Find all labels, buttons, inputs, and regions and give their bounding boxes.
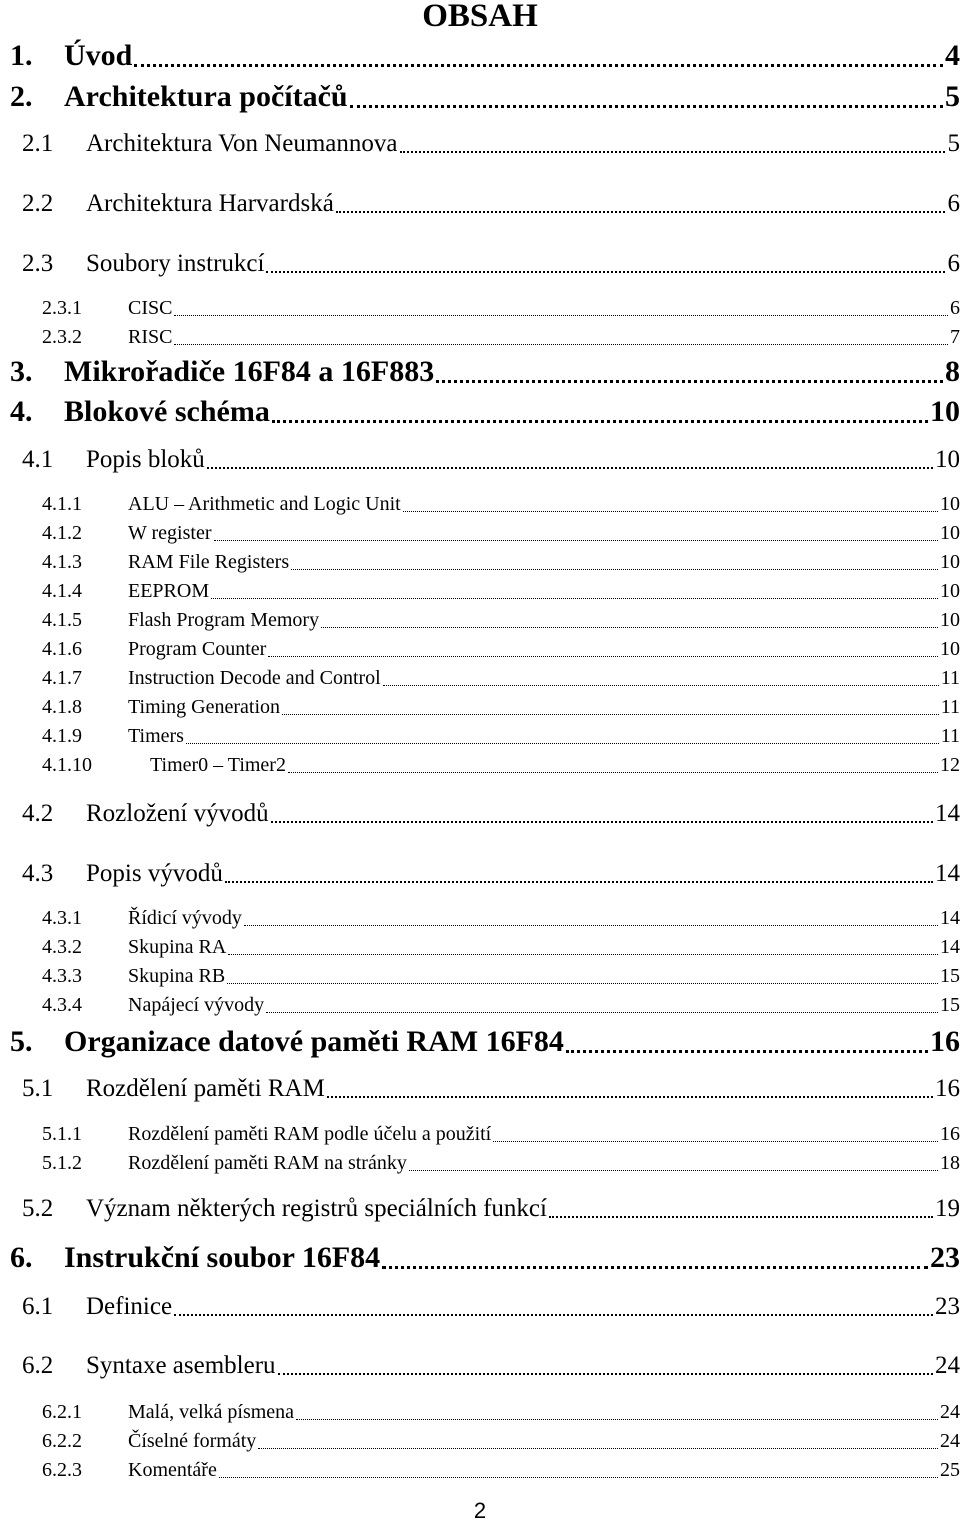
toc-entry-page: 14	[940, 907, 960, 929]
toc-entry-label: Rozdělení paměti RAM	[86, 1075, 325, 1102]
toc-dot-leader	[400, 151, 945, 153]
toc-entry-label: Definice	[86, 1293, 173, 1320]
toc-entry-page: 6	[950, 297, 960, 319]
toc-entry-label: W register	[128, 522, 212, 544]
toc-entry-label: Číselné formáty	[128, 1430, 257, 1452]
toc-entry[interactable]	[0, 394, 960, 430]
toc-entry-page: 16	[930, 1025, 960, 1058]
toc-entry-number: 4.1.5	[42, 609, 82, 631]
toc-dot-leader	[266, 1012, 938, 1013]
toc-entry-label: Architektura počítačů	[64, 80, 348, 113]
toc-dot-leader	[350, 105, 943, 108]
toc-entry-number: 4.1.9	[42, 725, 82, 747]
toc-entry-page: 10	[940, 580, 960, 602]
toc-entry-number: 3.	[10, 355, 33, 388]
toc-entry-number: 4.1	[22, 446, 54, 473]
toc-entry-label: Rozložení vývodů	[86, 800, 269, 827]
toc-dot-leader	[266, 271, 945, 273]
toc-dot-leader	[296, 1419, 938, 1420]
toc-dot-leader	[227, 983, 938, 984]
toc-dot-leader	[321, 627, 938, 628]
toc-entry-label: Úvod	[64, 39, 133, 72]
toc-entry-page: 14	[935, 860, 960, 887]
toc-entry[interactable]	[0, 608, 960, 633]
toc-entry-page: 10	[940, 609, 960, 631]
toc-dot-leader	[174, 344, 948, 345]
toc-entry-number: 4.	[10, 395, 33, 428]
toc-dot-leader	[186, 743, 939, 744]
toc-entry[interactable]	[0, 1151, 960, 1176]
toc-entry[interactable]	[0, 1074, 960, 1104]
toc-entry-page: 8	[945, 355, 960, 388]
toc-entry-label: Architektura Harvardská	[86, 190, 334, 217]
toc-entry[interactable]	[0, 637, 960, 662]
toc-dot-leader	[403, 511, 938, 512]
toc-entry-page: 10	[940, 638, 960, 660]
toc-dot-leader	[288, 772, 938, 773]
toc-dot-leader	[382, 1266, 928, 1269]
toc-entry-page: 10	[940, 493, 960, 515]
toc-entry[interactable]	[0, 1458, 960, 1483]
toc-entry[interactable]	[0, 695, 960, 720]
toc-entry[interactable]	[0, 445, 960, 475]
toc-dot-leader	[383, 685, 939, 686]
toc-entry-label: Timers	[128, 725, 184, 747]
toc-entry-number: 4.2	[22, 800, 54, 827]
toc-dot-leader	[268, 656, 938, 657]
toc-entry-page: 23	[935, 1293, 960, 1320]
toc-entry[interactable]	[0, 799, 960, 829]
toc-entry-page: 12	[940, 754, 960, 776]
toc-entry-page: 25	[940, 1459, 960, 1481]
toc-entry-label: Skupina RB	[128, 965, 226, 987]
toc-entry[interactable]	[0, 521, 960, 546]
toc-entry[interactable]	[0, 249, 960, 279]
toc-entry-number: 4.3.2	[42, 936, 82, 958]
toc-entry-number: 5.1	[22, 1075, 54, 1102]
toc-entry-page: 11	[940, 725, 960, 747]
toc-entry-page: 10	[940, 522, 960, 544]
toc-entry[interactable]	[0, 993, 960, 1018]
toc-entry-label: Popis vývodů	[86, 860, 223, 887]
toc-entry-label: Rozdělení paměti RAM podle účelu a použití	[128, 1123, 492, 1145]
toc-entry[interactable]	[0, 129, 960, 159]
toc-dot-leader	[566, 1050, 928, 1053]
toc-entry[interactable]	[0, 906, 960, 931]
toc-dot-leader	[207, 467, 933, 469]
toc-entry-label: Rozdělení paměti RAM na stránky	[128, 1152, 407, 1174]
toc-entry[interactable]	[0, 354, 960, 390]
toc-dot-leader	[272, 420, 928, 423]
toc-entry[interactable]	[0, 1429, 960, 1454]
toc-entry[interactable]	[0, 859, 960, 889]
toc-dot-leader	[219, 1477, 938, 1478]
toc-entry-number: 6.1	[22, 1293, 54, 1320]
toc-entry[interactable]	[0, 1240, 960, 1276]
toc-entry-label: ALU – Arithmetic and Logic Unit	[128, 493, 401, 515]
toc-entry-number: 6.	[10, 1241, 33, 1274]
toc-entry-page: 14	[935, 800, 960, 827]
toc-entry[interactable]	[0, 492, 960, 517]
toc-entry-page: 10	[940, 551, 960, 573]
toc-entry-label: Timer0 – Timer2	[150, 754, 286, 776]
toc-dot-leader	[291, 569, 938, 570]
toc-entry-number: 6.2.1	[42, 1401, 82, 1423]
toc-entry-label: CISC	[128, 297, 173, 319]
toc-dot-leader	[336, 211, 945, 213]
page-number: 2	[473, 1498, 487, 1523]
toc-entry-page: 16	[940, 1123, 960, 1145]
toc-entry-page: 23	[930, 1241, 960, 1274]
toc-entry-page: 10	[935, 446, 960, 473]
toc-dot-leader	[493, 1141, 938, 1142]
toc-entry-label: Napájecí vývody	[128, 994, 265, 1016]
toc-entry-number: 1.	[10, 39, 33, 72]
toc-entry-number: 2.1	[22, 130, 54, 157]
toc-entry-number: 5.1.1	[42, 1123, 82, 1145]
toc-entry-label: Program Counter	[128, 638, 267, 660]
toc-entry-number: 4.3	[22, 860, 54, 887]
toc-entry-label: Organizace datové paměti RAM 16F84	[64, 1025, 564, 1058]
toc-entry-label: Popis bloků	[86, 446, 205, 473]
toc-entry-label: Syntaxe asembleru	[86, 1352, 276, 1379]
toc-entry-number: 6.2.2	[42, 1430, 82, 1452]
toc-entry-number: 4.1.4	[42, 580, 82, 602]
toc-entry[interactable]	[0, 579, 960, 604]
toc-entry-label: Skupina RA	[128, 936, 227, 958]
toc-entry-page: 6	[947, 190, 960, 217]
toc-entry-label: Soubory instrukcí	[86, 250, 265, 277]
toc-entry-number: 4.1.10	[42, 754, 92, 776]
toc-entry-label: Timing Generation	[128, 696, 281, 718]
toc-entry[interactable]	[0, 1351, 960, 1381]
toc-dot-leader	[436, 380, 943, 383]
toc-entry-page: 11	[940, 667, 960, 689]
toc-entry-label: Architektura Von Neumannova	[86, 130, 398, 157]
toc-entry-page: 18	[940, 1152, 960, 1174]
toc-entry[interactable]	[0, 550, 960, 575]
toc-entry-page: 16	[935, 1075, 960, 1102]
toc-entry[interactable]	[0, 666, 960, 691]
toc-entry-label: Mikrořadiče 16F84 a 16F883	[64, 355, 435, 388]
toc-dot-leader	[549, 1216, 933, 1218]
toc-entry-number: 4.1.8	[42, 696, 82, 718]
toc-entry[interactable]	[0, 964, 960, 989]
toc-entry-page: 15	[940, 994, 960, 1016]
toc-entry-page: 19	[935, 1195, 960, 1222]
toc-entry-label: Instrukční soubor 16F84	[64, 1241, 381, 1274]
toc-entry-label: Malá, velká písmena	[128, 1401, 295, 1423]
toc-entry-page: 14	[940, 936, 960, 958]
toc-entry-page: 7	[950, 326, 960, 348]
toc-entry-number: 4.1.3	[42, 551, 82, 573]
toc-dot-leader	[134, 64, 943, 67]
toc-entry-number: 4.3.3	[42, 965, 82, 987]
toc-entry-label: EEPROM	[128, 580, 210, 602]
toc-entry[interactable]	[0, 724, 960, 749]
toc-dot-leader	[409, 1170, 938, 1171]
toc-entry-number: 2.2	[22, 190, 54, 217]
toc-entry-page: 24	[935, 1352, 960, 1379]
toc-entry-number: 2.	[10, 80, 33, 113]
toc-entry-number: 5.2	[22, 1195, 54, 1222]
toc-entry-label: Význam některých registrů speciálních funkcí	[86, 1195, 547, 1222]
toc-dot-leader	[282, 714, 939, 715]
toc-entry[interactable]	[0, 189, 960, 219]
toc-entry-label: RAM File Registers	[128, 551, 290, 573]
toc-entry[interactable]	[0, 1194, 960, 1224]
toc-entry[interactable]	[0, 79, 960, 115]
toc-entry-page: 10	[930, 395, 960, 428]
toc-entry[interactable]	[0, 1400, 960, 1425]
toc-dot-leader	[327, 1096, 933, 1098]
toc-entry[interactable]	[0, 1292, 960, 1322]
toc-dot-leader	[214, 540, 938, 541]
toc-entry-label: Instruction Decode and Control	[128, 667, 381, 689]
toc-entry-label: Blokové schéma	[64, 395, 270, 428]
toc-dot-leader	[211, 598, 938, 599]
toc-dot-leader	[271, 821, 933, 823]
toc-dot-leader	[174, 315, 948, 316]
toc-entry[interactable]	[0, 1024, 960, 1060]
toc-entry-number: 4.1.1	[42, 493, 82, 515]
toc-entry-label: Komentáře	[128, 1459, 217, 1481]
toc-entry-page: 5	[947, 130, 960, 157]
toc-entry-number: 5.1.2	[42, 1152, 82, 1174]
toc-dot-leader	[174, 1314, 933, 1316]
toc-entry-number: 2.3.1	[42, 297, 82, 319]
toc-dot-leader	[244, 925, 938, 926]
toc-entry-page: 24	[940, 1430, 960, 1452]
toc-entry-number: 4.1.6	[42, 638, 82, 660]
toc-entry-number: 6.2	[22, 1352, 54, 1379]
page-title: OBSAH	[422, 0, 538, 34]
toc-entry-number: 4.3.1	[42, 907, 82, 929]
toc-dot-leader	[225, 881, 933, 883]
toc-entry-page: 15	[940, 965, 960, 987]
toc-entry-number: 4.1.2	[42, 522, 82, 544]
toc-entry[interactable]	[0, 935, 960, 960]
toc-entry[interactable]	[0, 38, 960, 74]
toc-entry-number: 5.	[10, 1025, 33, 1058]
toc-entry-number: 4.1.7	[42, 667, 82, 689]
toc-entry-number: 2.3.2	[42, 326, 82, 348]
toc-entry-label: Řídicí vývody	[128, 907, 242, 929]
toc-entry-number: 4.3.4	[42, 994, 82, 1016]
toc-dot-leader	[228, 954, 938, 955]
toc-dot-leader	[278, 1373, 933, 1375]
toc-entry-page: 24	[940, 1401, 960, 1423]
toc-entry[interactable]	[0, 325, 960, 350]
toc-entry-label: RISC	[128, 326, 173, 348]
toc-entry-label: Flash Program Memory	[128, 609, 320, 631]
toc-entry-number: 6.2.3	[42, 1459, 82, 1481]
toc-entry[interactable]	[0, 753, 960, 778]
toc-entry-page: 6	[947, 250, 960, 277]
toc-entry-page: 5	[945, 80, 960, 113]
toc-entry[interactable]	[0, 296, 960, 321]
toc-entry-page: 11	[940, 696, 960, 718]
toc-entry-number: 2.3	[22, 250, 54, 277]
toc-dot-leader	[258, 1448, 938, 1449]
toc-entry[interactable]	[0, 1122, 960, 1147]
toc-entry-page: 4	[945, 39, 960, 72]
